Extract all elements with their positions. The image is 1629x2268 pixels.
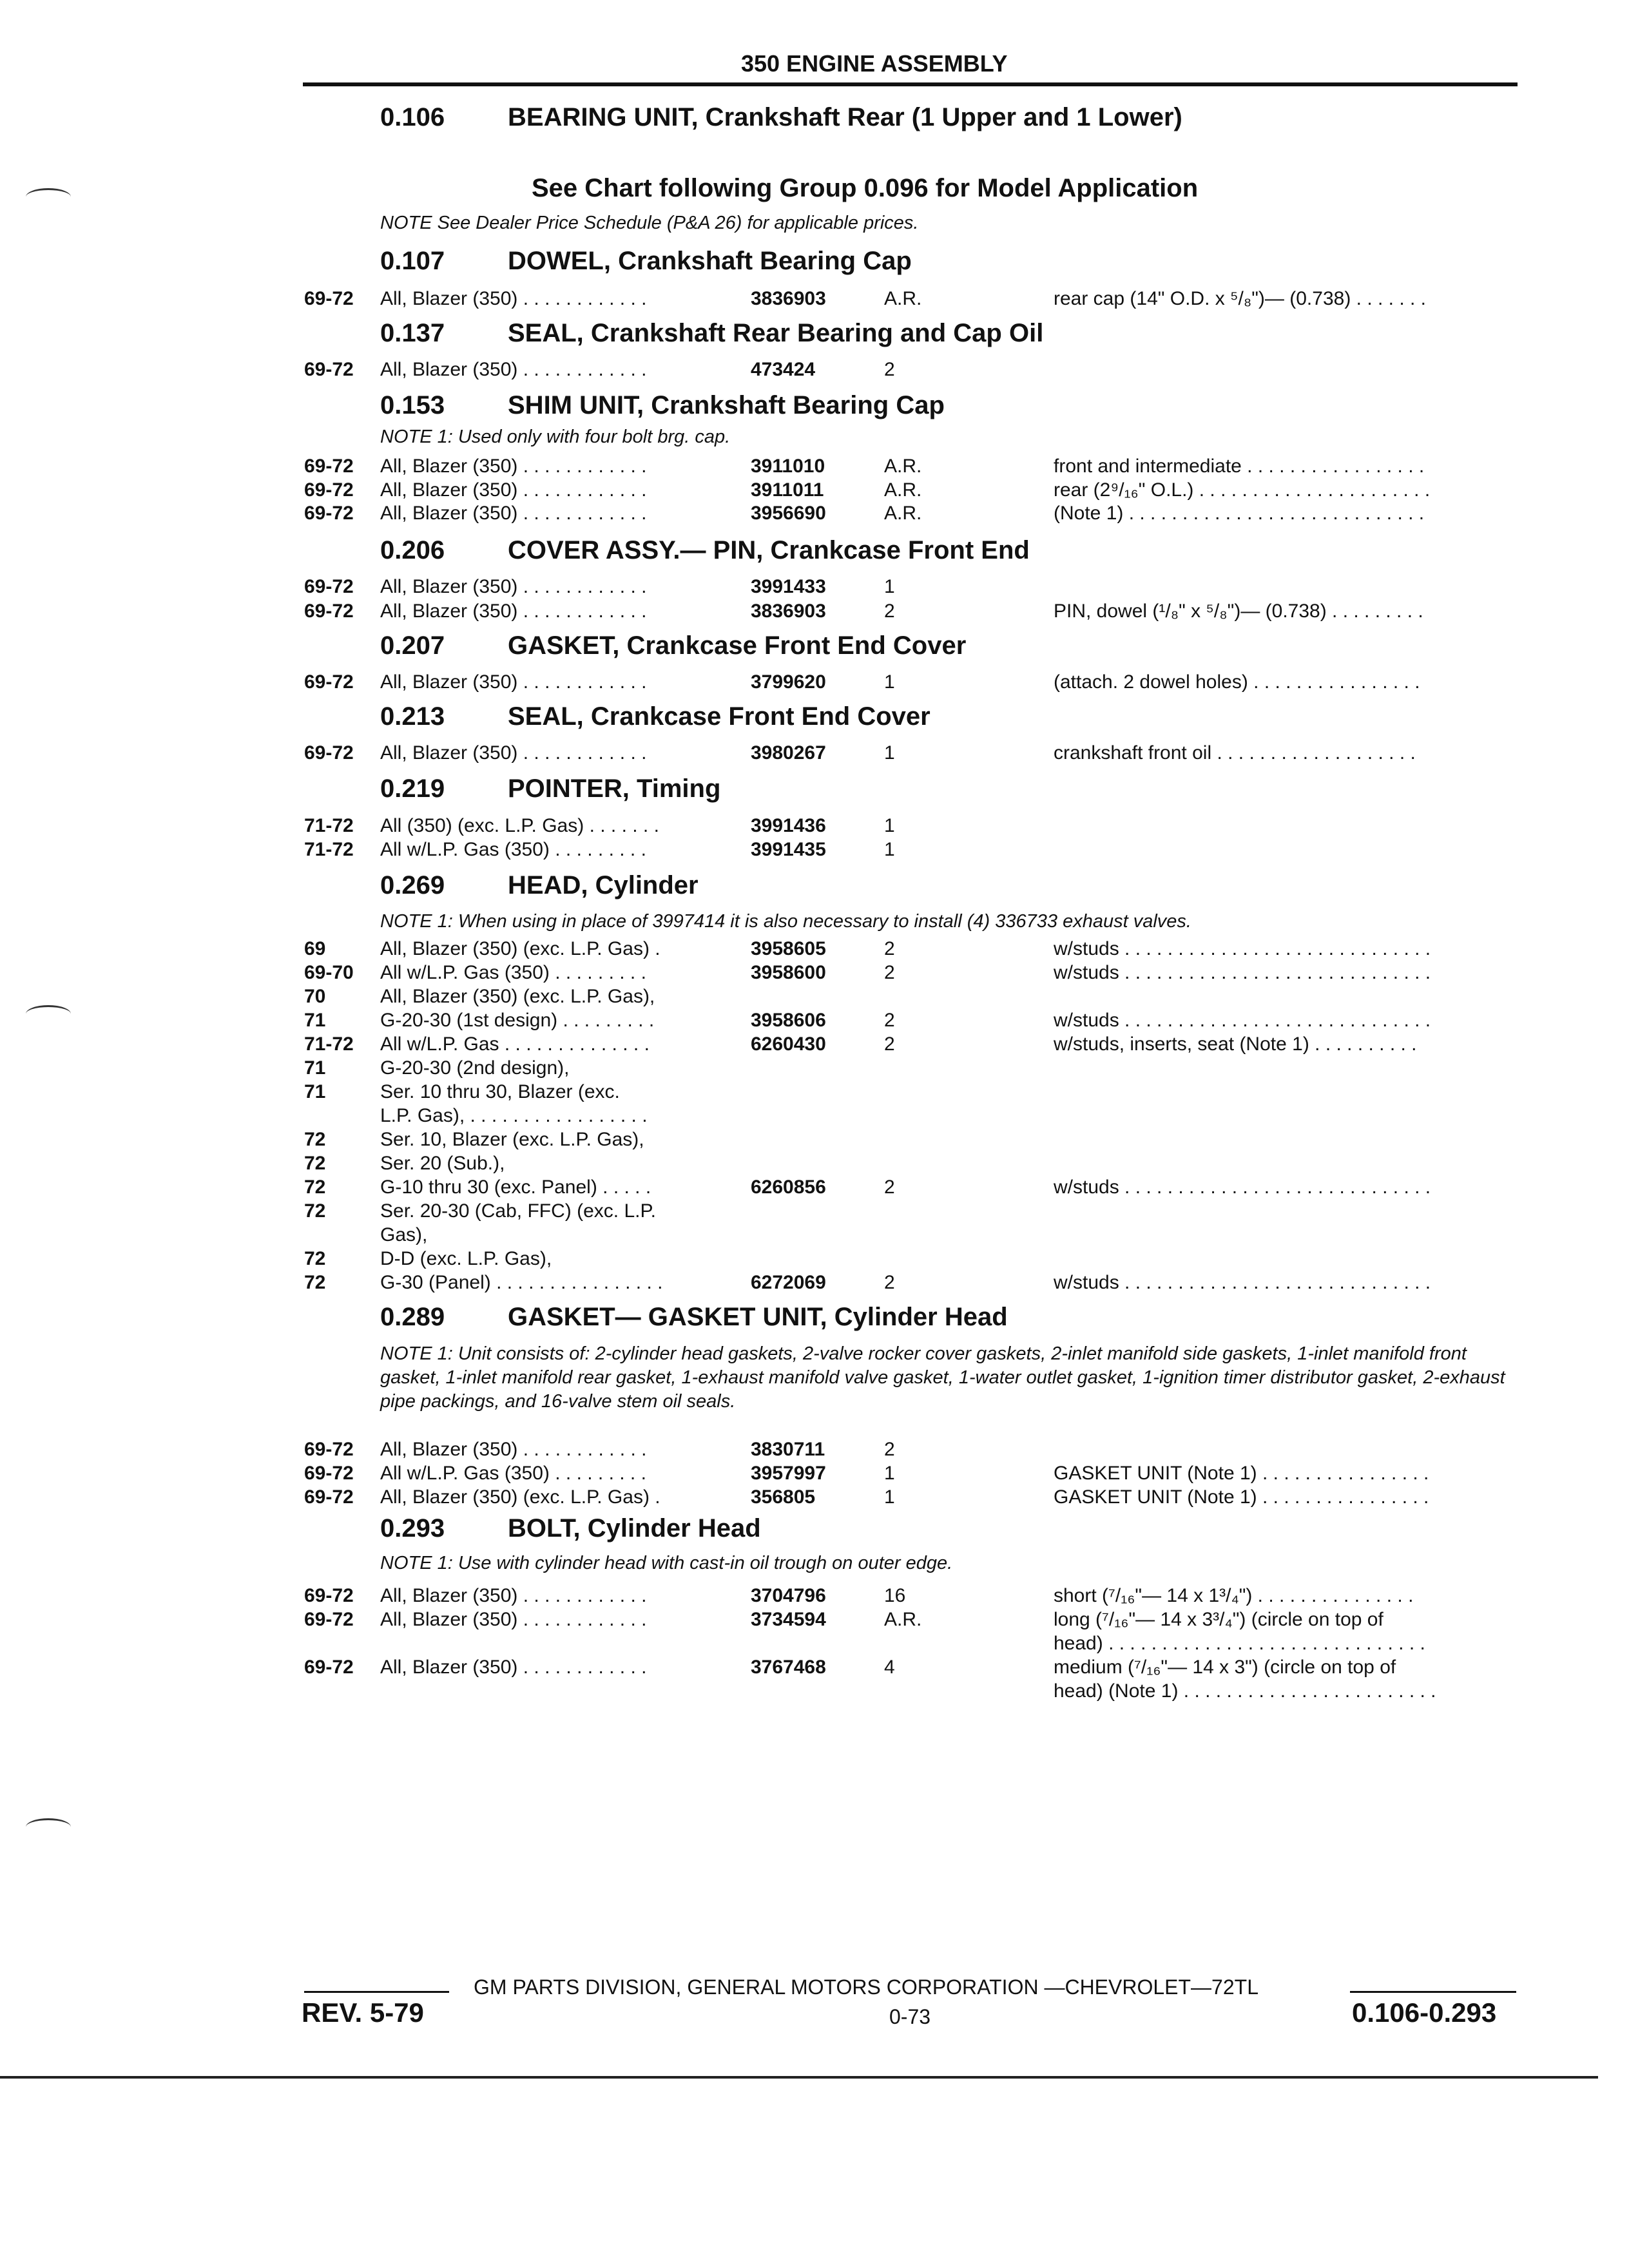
row-application: All w/L.P. Gas . . . . . . . . . . . . . . [380,1033,650,1055]
row-application: All (350) (exc. L.P. Gas) . . . . . . . [380,815,659,836]
row-quantity: 2 [884,1177,895,1198]
row-model-years: 69-72 [304,671,354,693]
row-description: crankshaft front oil . . . . . . . . . . . . . . . . . . . [1054,742,1416,764]
row-application: All, Blazer (350) . . . . . . . . . . . . [380,456,647,477]
chart-reference-note: See Chart following Group 0.096 for Model Application [532,174,1199,202]
row-application: All w/L.P. Gas (350) . . . . . . . . . [380,1463,646,1484]
row-application: All, Blazer (350) . . . . . . . . . . . . [380,671,647,693]
row-part-number: 3991433 [751,576,826,597]
head-note: NOTE 1: When using in place of 3997414 it is also necessary to install (4) 336733 exhaust valves. [380,911,1191,932]
row-model-years: 69-72 [304,503,354,524]
group-number: 0.269 [380,871,445,899]
row-part-number: 6260856 [751,1177,826,1198]
row-model-years: 70 [304,986,326,1007]
row-application: All, Blazer (350) . . . . . . . . . . . . [380,1609,647,1630]
page-title: 350 ENGINE ASSEMBLY [741,50,1008,77]
row-quantity: 2 [884,1010,895,1031]
group-heading [380,391,945,420]
row-description: PIN, dowel (¹/₈" x ⁵/₈")— (0.738) . . . . . . . . . [1054,601,1423,622]
row-description: w/studs, inserts, seat (Note 1) . . . . . . . . . . [1054,1033,1417,1055]
row-description: GASKET UNIT (Note 1) . . . . . . . . . . . . . . . . [1054,1486,1429,1508]
group-title: GASKET— GASKET UNIT, Cylinder Head [508,1303,1008,1331]
row-quantity: A.R. [884,456,922,477]
group-number: 0.293 [380,1514,445,1542]
row-model-years: 69-72 [304,1486,354,1508]
row-model-years: 69 [304,938,326,959]
row-application: All, Blazer (350) . . . . . . . . . . . . [380,1585,647,1606]
row-application: All, Blazer (350) . . . . . . . . . . . . [380,359,647,380]
row-model-years: 72 [304,1153,326,1174]
footer-group-range: 0.106-0.293 [1352,1997,1497,2028]
shim-note: NOTE 1: Used only with four bolt brg. cap. [380,427,731,447]
row-model-years: 72 [304,1272,326,1293]
row-part-number: 3911011 [751,479,824,501]
group-title: SEAL, Crankshaft Rear Bearing and Cap Oil [508,319,1044,347]
row-part-number: 3980267 [751,742,826,764]
group-heading [380,536,1030,565]
row-part-number: 3958606 [751,1010,826,1031]
group-heading [380,103,1182,132]
row-quantity: 2 [884,962,895,983]
row-application: Gas), [380,1224,428,1245]
footer-division: GM PARTS DIVISION, GENERAL MOTORS CORPORATION —CHEVROLET—72TL [474,1975,1258,1999]
row-description: w/studs . . . . . . . . . . . . . . . . . . . . . . . . . . . . . [1054,938,1431,959]
row-model-years: 69-72 [304,479,354,501]
group-number: 0.213 [380,702,445,731]
row-model-years: 69-70 [304,962,354,983]
row-part-number: 3956690 [751,503,826,524]
row-part-number: 3830711 [751,1439,825,1460]
row-model-years: 72 [304,1177,326,1198]
row-description: long (⁷/₁₆"— 14 x 3³/₄") (circle on top of [1054,1609,1383,1630]
row-quantity: 2 [884,1439,895,1460]
row-model-years: 69-72 [304,576,354,597]
binder-hole-mark [26,188,71,206]
row-application: Ser. 10, Blazer (exc. L.P. Gas), [380,1129,644,1150]
binder-hole-mark [26,1818,71,1836]
row-quantity: 2 [884,1272,895,1293]
row-application: All, Blazer (350) . . . . . . . . . . . . [380,288,647,309]
row-model-years: 69-72 [304,359,354,380]
row-application: All, Blazer (350) . . . . . . . . . . . . [380,1657,647,1678]
row-part-number: 3957997 [751,1463,826,1484]
row-part-number: 473424 [751,359,816,380]
row-model-years: 69-72 [304,1585,354,1606]
group-title: COVER ASSY.— PIN, Crankcase Front End [508,536,1030,564]
row-quantity: 16 [884,1585,906,1606]
group-heading [380,871,699,900]
row-part-number: 3991436 [751,815,826,836]
row-quantity: 4 [884,1657,895,1678]
row-part-number: 3911010 [751,456,825,477]
row-model-years: 69-72 [304,1609,354,1630]
row-model-years: 71-72 [304,839,354,860]
group-title: DOWEL, Crankshaft Bearing Cap [508,247,912,275]
row-description: rear cap (14" O.D. x ⁵/₈")— (0.738) . . . . . . . [1054,288,1426,309]
group-number: 0.219 [380,774,445,803]
row-description: head) (Note 1) . . . . . . . . . . . . . . . . . . . . . . . . [1054,1680,1436,1702]
row-quantity: A.R. [884,1609,922,1630]
group-number: 0.107 [380,247,445,275]
group-number: 0.206 [380,536,445,564]
row-quantity: 1 [884,742,895,764]
row-application: All, Blazer (350) (exc. L.P. Gas), [380,986,655,1007]
row-part-number: 3836903 [751,288,826,309]
row-description: w/studs . . . . . . . . . . . . . . . . . . . . . . . . . . . . . [1054,1010,1431,1031]
row-application: All, Blazer (350) (exc. L.P. Gas) . [380,938,660,959]
price-note: NOTE See Dealer Price Schedule (P&A 26) for applicable prices. [380,213,919,233]
row-model-years: 71-72 [304,815,354,836]
row-model-years: 69-72 [304,1439,354,1460]
row-model-years: 69-72 [304,456,354,477]
row-model-years: 69-72 [304,601,354,622]
group-title: POINTER, Timing [508,774,721,803]
footer-revision: REV. 5-79 [302,1997,424,2028]
row-application: All, Blazer (350) . . . . . . . . . . . . [380,479,647,501]
row-application: Ser. 20 (Sub.), [380,1153,505,1174]
row-model-years: 69-72 [304,288,354,309]
row-model-years: 71 [304,1081,326,1102]
row-application: Ser. 20-30 (Cab, FFC) (exc. L.P. [380,1200,656,1222]
row-application: G-20-30 (1st design) . . . . . . . . . [380,1010,655,1031]
row-model-years: 71 [304,1010,326,1031]
group-heading [380,631,966,660]
row-description: rear (2⁹/₁₆" O.L.) . . . . . . . . . . . . . . . . . . . . . . [1054,479,1431,501]
row-model-years: 72 [304,1248,326,1269]
footer-rule-left [304,1991,449,1993]
row-quantity: A.R. [884,503,922,524]
row-quantity: A.R. [884,479,922,501]
row-application: All, Blazer (350) . . . . . . . . . . . . [380,503,647,524]
row-description: (Note 1) . . . . . . . . . . . . . . . . . . . . . . . . . . . . [1054,503,1425,524]
group-number: 0.289 [380,1303,445,1331]
row-part-number: 3799620 [751,671,826,693]
row-model-years: 72 [304,1200,326,1222]
row-application: G-20-30 (2nd design), [380,1057,570,1079]
row-quantity: 1 [884,815,895,836]
row-application: All, Blazer (350) (exc. L.P. Gas) . [380,1486,660,1508]
row-application: All w/L.P. Gas (350) . . . . . . . . . [380,839,646,860]
row-application: All, Blazer (350) . . . . . . . . . . . . [380,1439,647,1460]
row-model-years: 71-72 [304,1033,354,1055]
row-application: Ser. 10 thru 30, Blazer (exc. [380,1081,620,1102]
binder-hole-mark [26,1005,71,1023]
row-quantity: 1 [884,576,895,597]
group-title: BEARING UNIT, Crankshaft Rear (1 Upper and 1 Lower) [508,103,1182,131]
gasket-note: NOTE 1: Unit consists of: 2-cylinder head gaskets, 2-valve rocker cover gaskets, 2-inlet manifold side gaskets, 1-inlet manifold front gasket, 1-inlet manifold rear gasket, 1-exhaust manifold valve gasket, 1-water outlet gasket, 1-ignition timer distributor gasket, 2-exhaust pipe packings, and 16-valve stem oil seals. [380,1343,1505,1412]
row-quantity: 2 [884,359,895,380]
row-quantity: 1 [884,1486,895,1508]
header-rule [303,82,1518,86]
row-part-number: 3991435 [751,839,826,860]
row-description: w/studs . . . . . . . . . . . . . . . . . . . . . . . . . . . . . [1054,1177,1431,1198]
row-quantity: 2 [884,601,895,622]
row-quantity: A.R. [884,288,922,309]
row-description: head) . . . . . . . . . . . . . . . . . . . . . . . . . . . . . . [1054,1633,1425,1654]
row-quantity: 1 [884,839,895,860]
row-quantity: 1 [884,671,895,693]
row-application: L.P. Gas), . . . . . . . . . . . . . . . . . [380,1105,648,1126]
group-heading [380,247,912,276]
group-title: HEAD, Cylinder [508,871,699,899]
row-description: GASKET UNIT (Note 1) . . . . . . . . . . . . . . . . [1054,1463,1429,1484]
row-quantity: 1 [884,1463,895,1484]
group-title: SHIM UNIT, Crankshaft Bearing Cap [508,391,945,419]
row-application: All, Blazer (350) . . . . . . . . . . . . [380,601,647,622]
group-heading [380,319,1043,348]
row-description: w/studs . . . . . . . . . . . . . . . . . . . . . . . . . . . . . [1054,1272,1431,1293]
row-model-years: 69-72 [304,1657,354,1678]
group-heading [380,1303,1008,1332]
row-application: All, Blazer (350) . . . . . . . . . . . . [380,576,647,597]
row-application: All, Blazer (350) . . . . . . . . . . . . [380,742,647,764]
group-number: 0.106 [380,103,445,131]
row-part-number: 6260430 [751,1033,826,1055]
group-title: SEAL, Crankcase Front End Cover [508,702,930,731]
row-description: front and intermediate . . . . . . . . . . . . . . . . . [1054,456,1425,477]
group-heading [380,774,720,803]
group-title: GASKET, Crankcase Front End Cover [508,631,967,660]
bolt-note: NOTE 1: Use with cylinder head with cast-in oil trough on outer edge. [380,1553,953,1573]
row-part-number: 3704796 [751,1585,826,1606]
row-application: D-D (exc. L.P. Gas), [380,1248,552,1269]
row-part-number: 356805 [751,1486,816,1508]
row-model-years: 69-72 [304,742,354,764]
page-bottom-rule [0,2076,1598,2079]
group-heading [380,1514,761,1543]
row-model-years: 71 [304,1057,326,1079]
row-description: (attach. 2 dowel holes) . . . . . . . . . . . . . . . . [1054,671,1420,693]
row-application: G-30 (Panel) . . . . . . . . . . . . . . . . [380,1272,663,1293]
row-part-number: 3958600 [751,962,826,983]
row-description: medium (⁷/₁₆"— 14 x 3") (circle on top of [1054,1657,1396,1678]
row-quantity: 2 [884,1033,895,1055]
group-number: 0.137 [380,319,445,347]
footer-rule-right [1350,1991,1516,1993]
row-part-number: 3836903 [751,601,826,622]
row-model-years: 69-72 [304,1463,354,1484]
row-quantity: 2 [884,938,895,959]
row-application: All w/L.P. Gas (350) . . . . . . . . . [380,962,646,983]
footer-page-number: 0-73 [889,2005,931,2028]
row-model-years: 72 [304,1129,326,1150]
group-title: BOLT, Cylinder Head [508,1514,761,1542]
group-heading [380,702,930,731]
row-description: w/studs . . . . . . . . . . . . . . . . . . . . . . . . . . . . . [1054,962,1431,983]
row-part-number: 3734594 [751,1609,826,1630]
group-number: 0.207 [380,631,445,660]
row-part-number: 3767468 [751,1657,826,1678]
row-application: G-10 thru 30 (exc. Panel) . . . . . [380,1177,651,1198]
row-description: short (⁷/₁₆"— 14 x 1³/₄") . . . . . . . . . . . . . . . [1054,1585,1414,1606]
row-part-number: 3958605 [751,938,826,959]
row-part-number: 6272069 [751,1272,826,1293]
group-number: 0.153 [380,391,445,419]
